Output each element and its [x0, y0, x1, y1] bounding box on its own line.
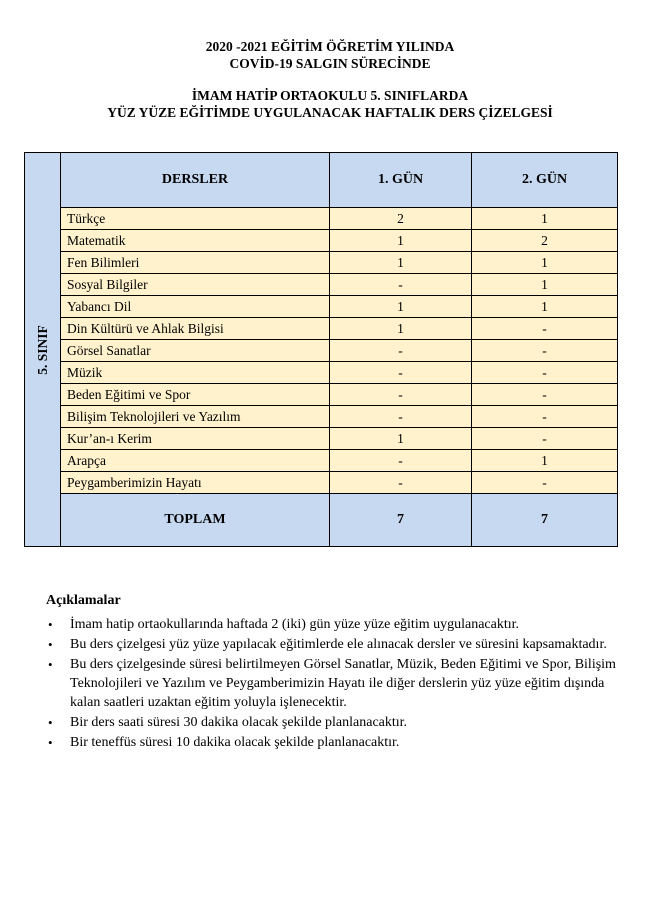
header-day2: 2. GÜN	[472, 153, 618, 208]
table-total-row	[25, 494, 618, 547]
note-item	[46, 713, 626, 732]
day1-cell: 1	[330, 252, 472, 274]
subject-cell: Sosyal Bilgiler	[61, 274, 330, 296]
subject-cell: Müzik	[61, 362, 330, 384]
day1-cell: 1	[330, 296, 472, 318]
day1-cell: -	[330, 472, 472, 494]
table-row	[25, 296, 618, 318]
table-row	[25, 252, 618, 274]
day2-cell: 1	[472, 208, 618, 230]
total-day2: 7	[472, 494, 618, 547]
note-text: İmam hatip ortaokullarında haftada 2 (iki) gün yüze yüze eğitim uygulanacaktır.	[70, 617, 520, 632]
day1-cell: -	[330, 340, 472, 362]
day2-cell: 1	[472, 274, 618, 296]
day1-cell: 1	[330, 428, 472, 450]
day1-cell: -	[330, 406, 472, 428]
table-row	[25, 472, 618, 494]
table-row	[25, 450, 618, 472]
table-row	[25, 340, 618, 362]
day1-cell: -	[330, 274, 472, 296]
table-row	[25, 230, 618, 252]
notes-list	[46, 615, 626, 753]
subject-cell: Arapça	[61, 450, 330, 472]
note-item	[46, 733, 626, 752]
subject-cell: Görsel Sanatlar	[61, 340, 330, 362]
day1-cell: -	[330, 384, 472, 406]
title-line-4: YÜZ YÜZE EĞİTİMDE UYGULANACAK HAFTALIK DERS ÇİZELGESİ	[107, 105, 553, 120]
table-row	[25, 318, 618, 340]
subject-cell: Yabancı Dil	[61, 296, 330, 318]
table-row	[25, 208, 618, 230]
subject-cell: Kur’an-ı Kerim	[61, 428, 330, 450]
day1-cell: 1	[330, 230, 472, 252]
note-item	[46, 615, 626, 634]
note-text: Bir teneffüs süresi 10 dakika olacak şekilde planlanacaktır.	[70, 735, 400, 750]
bullet-icon: •	[48, 715, 53, 730]
day2-cell: -	[472, 340, 618, 362]
day2-cell: 1	[472, 252, 618, 274]
note-item	[46, 655, 626, 712]
table-row	[25, 274, 618, 296]
bullet-icon: •	[48, 657, 53, 672]
day2-cell: -	[472, 362, 618, 384]
bullet-icon: •	[48, 637, 53, 652]
day2-cell: -	[472, 472, 618, 494]
day2-cell: -	[472, 384, 618, 406]
subject-cell: Fen Bilimleri	[61, 252, 330, 274]
title-line-1: 2020 -2021 EĞİTİM ÖĞRETİM YILINDA	[205, 39, 455, 54]
table-row	[25, 384, 618, 406]
bullet-icon: •	[48, 735, 53, 750]
total-day1: 7	[330, 494, 472, 547]
grade-side-label: 5. SINIF	[34, 324, 50, 375]
subject-cell: Türkçe	[61, 208, 330, 230]
day1-cell: -	[330, 450, 472, 472]
header-day1: 1. GÜN	[330, 153, 472, 208]
title-line-2: COVİD-19 SALGIN SÜRECİNDE	[229, 56, 431, 71]
note-item	[46, 635, 626, 654]
day2-cell: 2	[472, 230, 618, 252]
subject-cell: Matematik	[61, 230, 330, 252]
subject-cell: Beden Eğitimi ve Spor	[61, 384, 330, 406]
notes-title: Açıklamalar	[46, 593, 121, 608]
header-subject: DERSLER	[61, 153, 330, 208]
day2-cell: -	[472, 318, 618, 340]
day2-cell: -	[472, 428, 618, 450]
table-row	[25, 362, 618, 384]
title-line-3: İMAM HATİP ORTAOKULU 5. SINIFLARDA	[191, 88, 469, 103]
table-row	[25, 406, 618, 428]
note-text: Bir ders saati süresi 30 dakika olacak şekilde planlanacaktır.	[70, 715, 408, 730]
note-text: Bu ders çizelgesi yüz yüze yapılacak eğitimlerde ele alınacak dersler ve süresini kapsamaktadır.	[70, 637, 607, 652]
total-label: TOPLAM	[61, 494, 330, 547]
bullet-icon: •	[48, 617, 53, 632]
day1-cell: 2	[330, 208, 472, 230]
table-row	[25, 428, 618, 450]
day2-cell: 1	[472, 296, 618, 318]
subject-cell: Din Kültürü ve Ahlak Bilgisi	[61, 318, 330, 340]
table-header-row	[25, 153, 618, 208]
schedule-table	[24, 152, 618, 547]
subject-cell: Bilişim Teknolojileri ve Yazılım	[61, 406, 330, 428]
day2-cell: -	[472, 406, 618, 428]
day2-cell: 1	[472, 450, 618, 472]
note-text: Bu ders çizelgesinde süresi belirtilmeyen Görsel Sanatlar, Müzik, Beden Eğitimi ve Spor, Bilişim Teknolojileri ve Yazılım ve Peygamberimizin Hayatı ile diğer derslerin yüz yüze eğitim dışında kalan saatleri uzaktan eğitim yoluyla işlenecektir.	[70, 657, 616, 710]
day1-cell: 1	[330, 318, 472, 340]
grade-side-cell	[25, 153, 61, 547]
day1-cell: -	[330, 362, 472, 384]
subject-cell: Peygamberimizin Hayatı	[61, 472, 330, 494]
